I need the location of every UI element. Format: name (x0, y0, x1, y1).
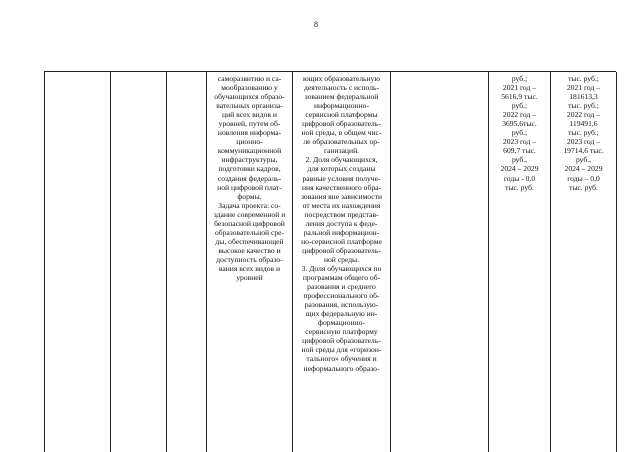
table-column-3 (167, 72, 207, 452)
program-table (44, 71, 616, 452)
table-column-6 (391, 72, 489, 452)
table-column-2 (111, 72, 167, 452)
funding-a-cell-text: руб.; 2021 год – 5616,9 тыс. руб.; 2022 год – 3695,6тыс. руб.; 2023 год – 609,7 тыс. руб., 2024 – 2029 годы - 0,0 тыс. руб. (500, 74, 539, 192)
table-column-goal (207, 72, 293, 452)
funding-b-cell-text: тыс. руб.; 2021 год – 181613,3 тыс. руб.; 2022 год – 119491,6 тыс. руб.; 2023 год – 19714,6 тыс. руб., 2024 – 2029 годы – 0,0 тыс. руб. (563, 74, 604, 192)
table-column-funding-a (489, 72, 551, 452)
goal-cell-text: саморазвитию и са- мообразованию у обучающихся образо- вательных организа- ций всех видов и уровней, путем об- новления информа- ционно- коммуникационной инфраструктуры, подготовки кадров, создания федераль- ной цифровой плат- формы. Задача проекта: со- здание современной и безопасной цифровой образовательной сре- ды, обеспечивающей высокое качество и доступность образо- вания всех видов и уровней (213, 74, 286, 283)
table-column-indicators (293, 72, 391, 452)
page-number: 8 (314, 20, 318, 29)
indicators-cell-text: ющих образовательную деятельность с исполь- зованием федеральной информационно- сервисной платформы цифровой образователь- ной среды, в общем чис- ле образовательных ор- ганизаций. 2. Доля обучающихся, для которых созданы равные условия получе- ния качественного обра- зования вне зависимости от места их нахождения посредством представ- ления доступа к феде- ральной информацион- но-сервисной платформе цифровой образователь- ной среды. 3. Доля обучающихся по программам общего об- разования и среднего профессионального об- разования, использую- щих федеральную ин- формационно- сервисную платформу цифровой образователь- ной среды для «горизон- тального» обучения и неформального образо- (300, 74, 383, 373)
table-column-funding-b (551, 72, 617, 452)
table-column-1 (45, 72, 111, 452)
